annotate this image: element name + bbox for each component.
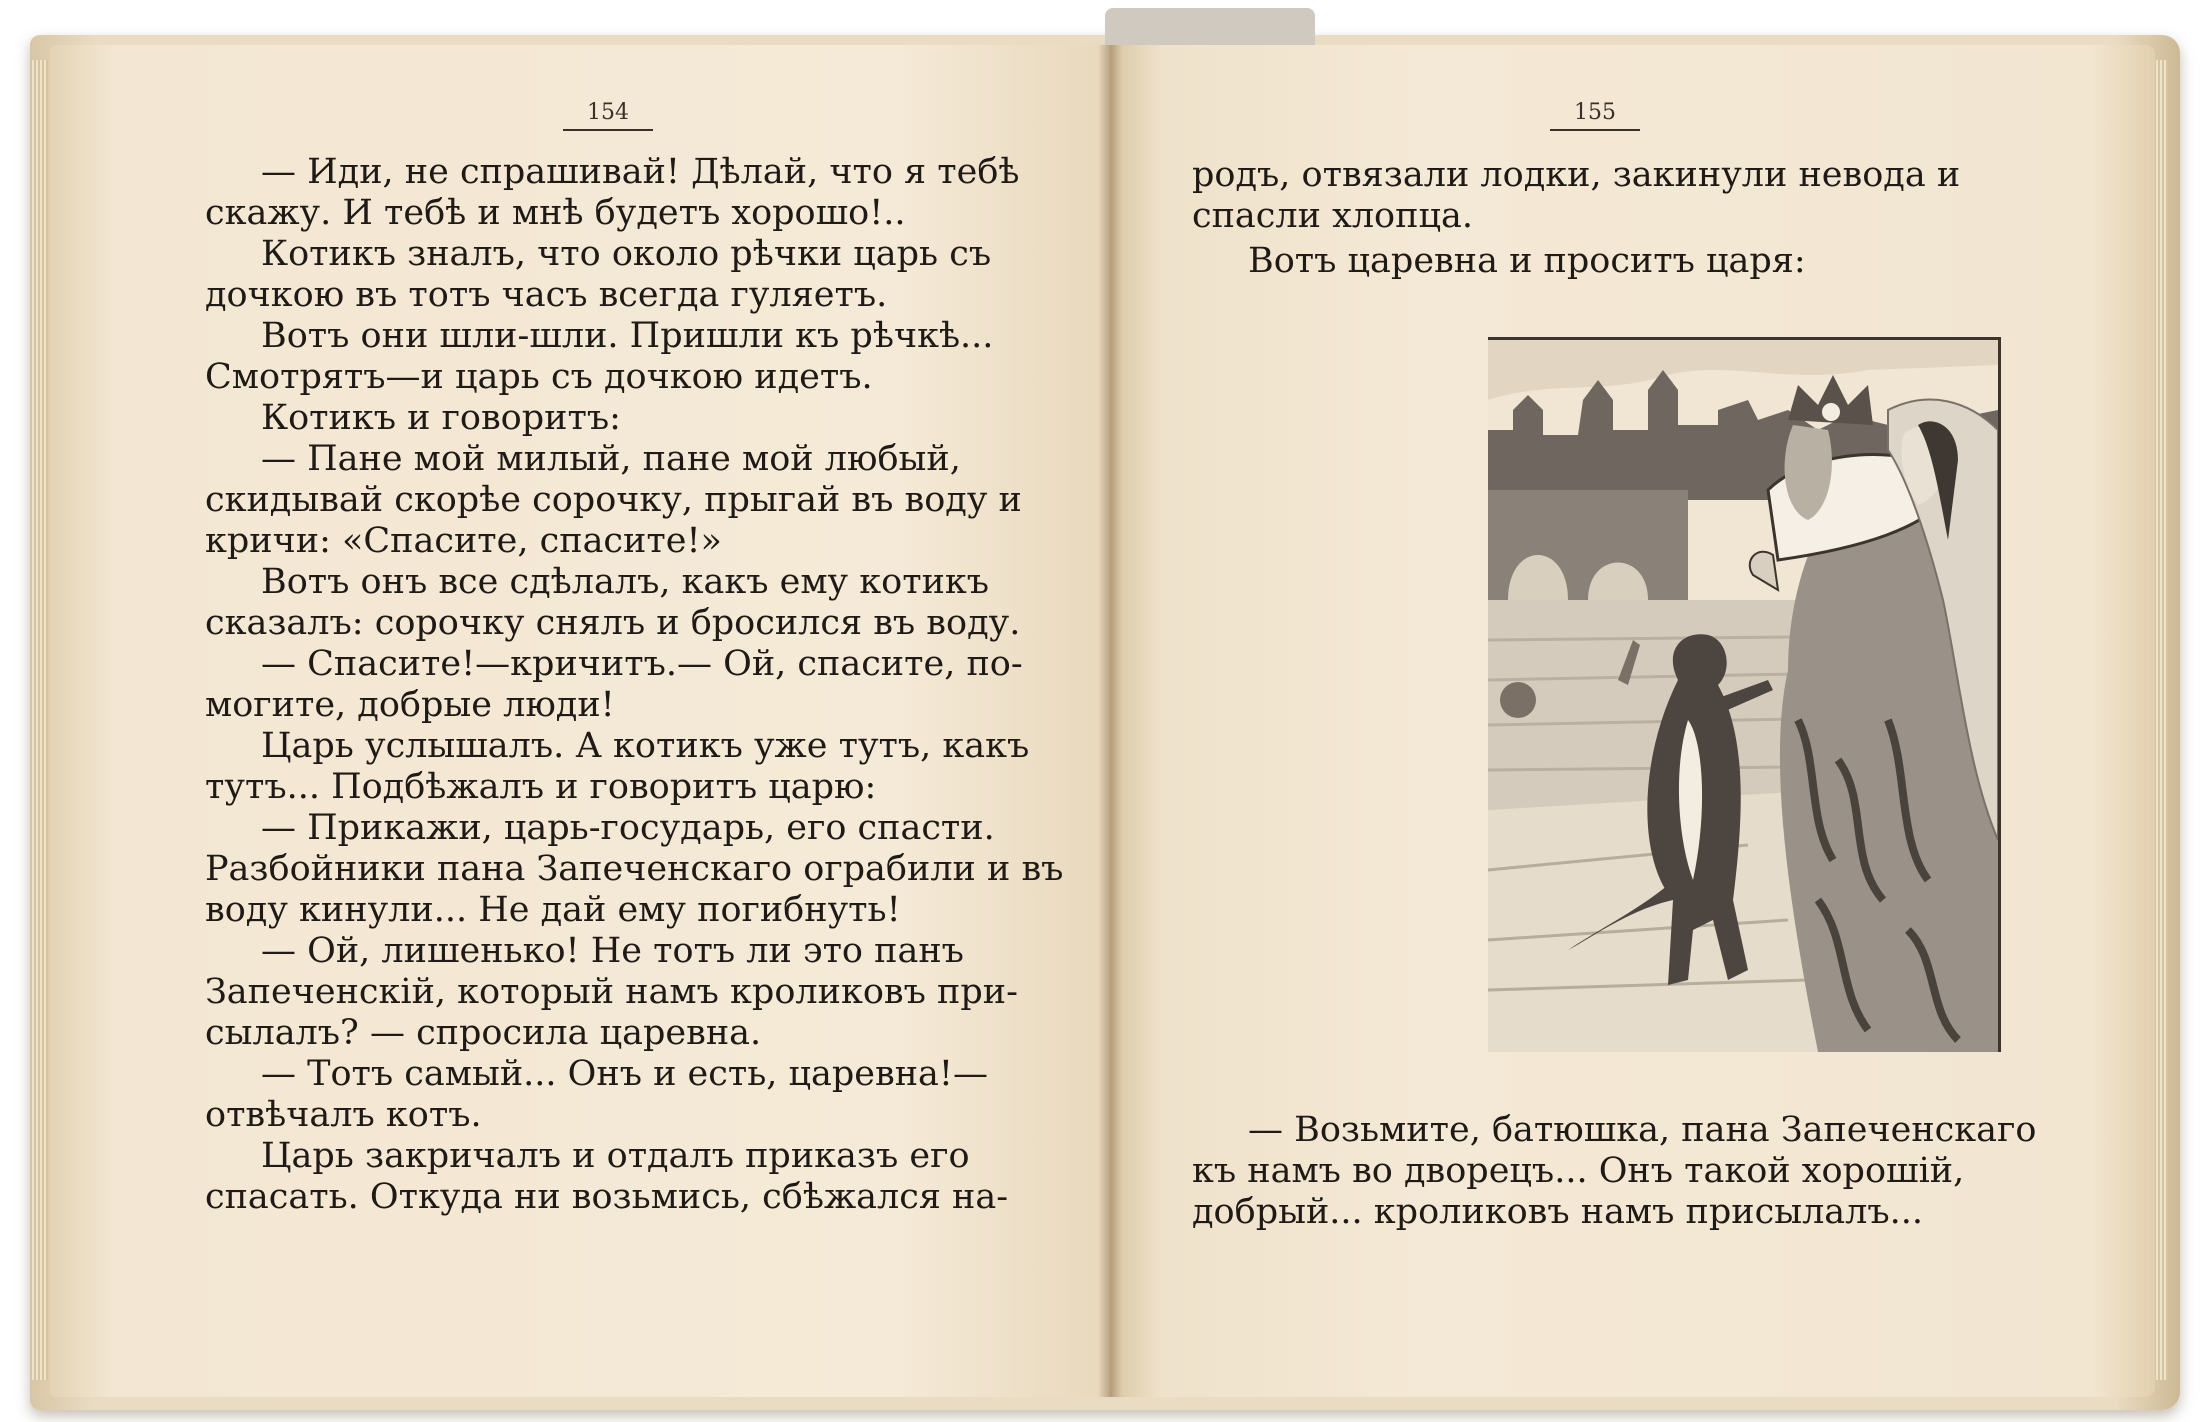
text-line: — Ой, лишенько! Не тотъ ли это панъ xyxy=(261,931,964,971)
right-page-number: 155 xyxy=(1545,100,1645,131)
text-line: тутъ... Подбѣжалъ и говоритъ царю: xyxy=(205,767,877,807)
text-line: дочкою въ тотъ часъ всегда гуляетъ. xyxy=(205,275,888,315)
text-line: Вотъ они шли-шли. Пришли къ рѣчкѣ... xyxy=(261,316,994,356)
text-line: Царь закричалъ и отдалъ приказъ его xyxy=(261,1136,970,1176)
text-line: сказалъ: сорочку снялъ и бросился въ воду. xyxy=(205,603,1021,643)
text-line: — Пане мой милый, пане мой любый, xyxy=(261,439,961,479)
text-line: — Возьмите, батюшка, пана Запеченскаго xyxy=(1248,1110,2037,1150)
text-line: — Тотъ самый... Онъ и есть, царевна!— xyxy=(261,1054,988,1094)
text-line: Смотрятъ—и царь съ дочкою идетъ. xyxy=(205,357,873,397)
text-line: Разбойники пана Запеченскаго ограбили и въ xyxy=(205,849,1064,889)
text-line: спасли хлопца. xyxy=(1192,196,1473,236)
story-illustration xyxy=(1488,337,2001,1052)
text-line: Запеченскій, который намъ кроликовъ при- xyxy=(205,972,1018,1012)
text-line: Царь услышалъ. А котикъ уже тутъ, какъ xyxy=(261,726,1030,766)
text-line: — Иди, не спрашивай! Дѣлай, что я тебѣ xyxy=(261,152,1020,192)
left-page-text xyxy=(205,152,1064,1218)
text-line: родъ, отвязали лодки, закинули невода и xyxy=(1192,155,1961,195)
text-line: Котикъ и говоритъ: xyxy=(261,398,621,438)
text-line: отвѣчалъ котъ. xyxy=(205,1095,482,1135)
text-line: — Спасите!—кричитъ.— Ой, спасите, по- xyxy=(261,644,1023,684)
right-page-text-top xyxy=(1192,155,2012,282)
text-line: могите, добрые люди! xyxy=(205,685,615,725)
text-line: добрый... кроликовъ намъ присылалъ... xyxy=(1192,1192,1924,1232)
text-line: кричи: «Спасите, спасите!» xyxy=(205,521,722,561)
text-line: скажу. И тебѣ и мнѣ будетъ хорошо!.. xyxy=(205,193,906,233)
right-page-text-bottom xyxy=(1192,1110,2037,1233)
text-line: Вотъ царевна и проситъ царя: xyxy=(1248,241,1806,281)
left-page-number: 154 xyxy=(558,100,658,131)
text-line: спасать. Откуда ни возьмись, сбѣжался на- xyxy=(205,1177,1009,1217)
text-line: — Прикажи, царь-государь, его спасти. xyxy=(261,808,995,848)
text-line: къ намъ во дворецъ... Онъ такой хорошій, xyxy=(1192,1151,1965,1191)
illustration-drawing xyxy=(1488,340,1998,1052)
text-line: воду кинули... Не дай ему погибнуть! xyxy=(205,890,901,930)
text-line: сылалъ? — спросила царевна. xyxy=(205,1013,762,1053)
left-page-edges xyxy=(30,60,48,1380)
text-line: скидывай скорѣе сорочку, прыгай въ воду и xyxy=(205,480,1022,520)
book-cover-edge xyxy=(1105,8,1315,48)
text-line: Котикъ зналъ, что около рѣчки царь съ xyxy=(261,234,992,274)
book-gutter xyxy=(1098,45,1122,1397)
text-line: Вотъ онъ все сдѣлалъ, какъ ему котикъ xyxy=(261,562,990,602)
